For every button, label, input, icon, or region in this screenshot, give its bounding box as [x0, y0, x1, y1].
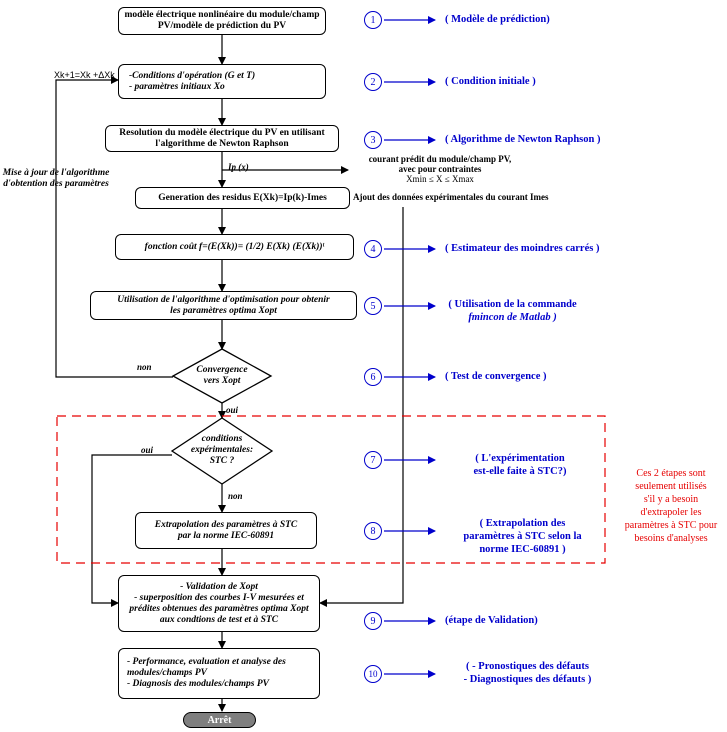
note-fmincon [445, 298, 580, 324]
d7-line-3: STC ? [209, 456, 235, 466]
step-number-1: 1 [364, 11, 382, 29]
note-newton-raphson: ( Algorithme de Newton Raphson ) [445, 134, 601, 145]
step-2-line-1: -Conditions d'opération (G et T) [129, 70, 256, 81]
d7-line-1: conditions [201, 434, 243, 444]
step-3-line-1: Resolution du modèle électrique du PV en utilisant [119, 127, 325, 138]
update-formula: Xk+1=Xk +ΔXk [54, 70, 115, 80]
step-number-5: 5 [364, 297, 382, 315]
red-note-line-6: besoins d'analyses [634, 533, 708, 544]
step-8-line-2: par la norme IEC-60891 [177, 530, 275, 541]
update-label-line-1: Mise à jour de l'algorithme [2, 168, 110, 178]
experimental-data-label: Ajout des données expérimentales du courant Imes [353, 192, 549, 202]
current-pred-line-1: courant prédit du module/champ PV, [368, 154, 512, 164]
d7-line-2: expérimentales: [190, 445, 254, 455]
note-initial-condition: ( Condition initiale ) [445, 76, 536, 87]
optional-steps-note [616, 467, 726, 545]
step-10-line-1: - Performance, evaluation et analyse des [127, 657, 286, 667]
red-note-line-1: Ces 2 étapes sont [636, 468, 706, 479]
branch-oui-stc: oui [141, 445, 154, 455]
residuals-box [135, 187, 350, 209]
step-5-optimisation-box [90, 291, 357, 320]
step-number-3: 3 [364, 131, 382, 149]
d6-line-2: vers Xopt [203, 376, 241, 386]
note-extrap-line-3: norme IEC-60891 ) [479, 544, 566, 555]
note-stc-experiment [455, 452, 585, 478]
step-number-8: 8 [364, 522, 382, 540]
red-note-line-3: s'il y a besoin [643, 494, 699, 505]
step-4-text: fonction coût f=(E(Xk))= (1/2) E(Xk) (E(Xk))ᵗ [144, 241, 325, 252]
step-9-validation-box [118, 575, 320, 632]
note-validation: (étape de Validation) [445, 615, 538, 626]
step-4-cost-box [115, 234, 354, 260]
residuals-text: Generation des residus E(Xk)=Ip(k)-Imes [158, 192, 327, 203]
note-prediction-model: ( Modèle de prédiction) [445, 14, 550, 25]
branch-oui-convergence: oui [226, 405, 239, 415]
step-9-line-1: - Validation de Xopt [180, 581, 258, 592]
step-3-line-2: l'algorithme de Newton Raphson [155, 138, 289, 149]
step-10-performance-box [118, 648, 320, 699]
step-10-line-3: - Diagnosis des modules/champs PV [127, 679, 269, 689]
step-9-line-2: - superposition des courbes I-V mesurées et [134, 592, 304, 603]
branch-non-convergence: non [137, 362, 152, 372]
update-label-line-2: d'obtention des paramètres [3, 179, 109, 189]
note-extrapolation [445, 517, 600, 556]
step-number-2: 2 [364, 73, 382, 91]
current-pred-line-2: avec pour contraintes [398, 164, 482, 174]
red-note-line-4: d'extrapoler les [640, 507, 702, 518]
red-note-line-2: seulement utilisés [635, 481, 707, 492]
ip-label: Ip (x) [228, 162, 249, 172]
update-algorithm-label [1, 168, 111, 190]
branch-non-stc: non [228, 491, 243, 501]
step-number-7: 7 [364, 451, 382, 469]
step-8-extrapolation-box [135, 512, 317, 549]
step-9-line-3: prédites obtenues des paramètres optima Xopt [129, 603, 309, 614]
step-8-line-1: Extrapolation des paramètres à STC [154, 519, 298, 530]
stop-terminal [183, 712, 256, 728]
current-pred-line-3: Xmin ≤ X ≤ Xmax [406, 174, 474, 184]
note-stc-line-1: ( L'expérimentation [475, 453, 565, 464]
stop-label: Arrêt [207, 714, 232, 726]
step-1-line-2: PV/modèle de prédiction du PV [157, 21, 287, 31]
d6-line-1: Convergence [196, 365, 248, 375]
step-number-9: 9 [364, 612, 382, 630]
step-5-line-2: les paramètres optima Xopt [170, 305, 277, 316]
note-stc-line-2: est-elle faite à STC?) [473, 466, 567, 477]
note-fmincon-line-1: ( Utilisation de la commande [448, 299, 577, 310]
step-2-line-2: - paramètres initiaux Xo [129, 81, 225, 92]
note-fmincon-line-2: fmincon de Matlab ) [468, 312, 557, 323]
note-defects [445, 660, 610, 686]
step-9-line-4: aux condtions de test et à STC [159, 614, 279, 625]
decision-convergence-label [182, 365, 262, 387]
note-extrap-line-1: ( Extrapolation des [479, 518, 566, 529]
predicted-current-label [360, 154, 520, 184]
step-number-6: 6 [364, 368, 382, 386]
note-least-squares: ( Estimateur des moindres carrés ) [445, 243, 600, 254]
decision-stc-label [177, 434, 267, 467]
step-1-line-1: modèle électrique nonlinéaire du module/champ [124, 10, 320, 20]
step-5-line-1: Utilisation de l'algorithme d'optimisation pour obtenir [117, 294, 330, 305]
note-extrap-line-2: paramètres à STC selon la [463, 531, 582, 542]
step-number-4: 4 [364, 240, 382, 258]
note-defects-line-1: ( - Pronostiques des défauts [466, 661, 589, 672]
step-10-line-2: modules/champs PV [127, 668, 207, 678]
note-convergence-test: ( Test de convergence ) [445, 371, 547, 382]
note-defects-line-2: - Diagnostiques des défauts ) [463, 674, 592, 685]
step-1-model-box [118, 7, 326, 35]
red-note-line-5: paramètres à STC pour [624, 520, 718, 531]
step-2-conditions-box [118, 64, 326, 99]
step-number-10: 10 [364, 665, 382, 683]
step-3-newton-box [105, 125, 339, 152]
